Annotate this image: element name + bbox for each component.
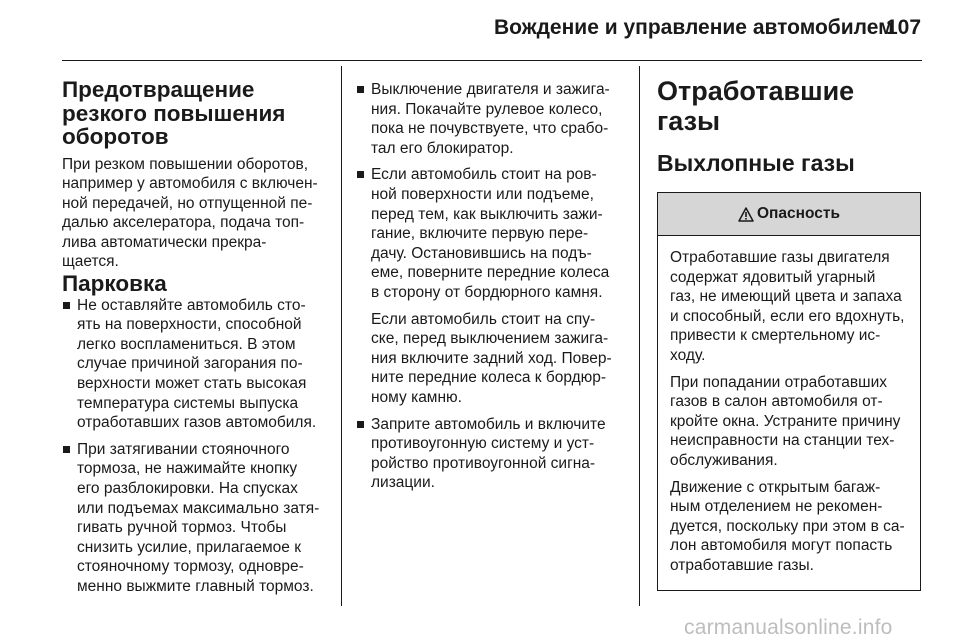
bullet-text: Если автомобиль стоит на ров- ной поверхности или подъеме, перед тем, как выключить зажи- гание, включите первую пере- дачу. Остановившись на подъ- еме, поверните передние колеса в сторону от бордюрного камня. (371, 166, 610, 301)
column-divider-2 (639, 66, 640, 606)
watermark: carmanualsonline.info (684, 616, 893, 639)
page-number: 107 (886, 16, 922, 39)
warning-paragraph: При попадании отработавших газов в салон автомобиля от- кройте окна. Устраните причину неисправности на станции тех- обслуживания. (670, 373, 901, 469)
list-item (356, 165, 628, 407)
list-item (356, 80, 628, 158)
list-item (62, 296, 332, 433)
section-text-rev-prevention: При резком повышении оборотов, например у автомобиля с включен- ной передачей, но отпущенной пе- далью акселератора, подача топ- лива автоматически прекра- щается. (62, 155, 318, 271)
list-item (356, 415, 628, 493)
bullet-text: Заприте автомобиль и включите противоугонную систему и уст- ройство противоугонной сигна- лизации. (371, 415, 606, 492)
section-title-exhaust: Отработавшие газы (657, 76, 855, 136)
section-title-rev-prevention: Предотвращение резкого повышения оборотов (62, 77, 286, 149)
parking-bullet-list-continued (356, 80, 628, 493)
page-header-title: Вождение и управление автомобилем (494, 16, 894, 39)
danger-warning-box (657, 192, 921, 591)
column-left (62, 78, 332, 603)
subsection-title-exhaust-gases: Выхлопные газы (657, 150, 855, 176)
warning-triangle-icon (738, 207, 754, 222)
bullet-text-continued: Если автомобиль стоит на спу- ске, перед выключением зажига- ния включите задний ход. Повер- ните передние колеса к бордюр- ному камню. (371, 310, 612, 406)
parking-bullet-list (62, 296, 332, 597)
warning-paragraph: Движение с открытым багаж- ным отделением не рекомен- дуется, поскольку при этом в са- лон автомобиля могут попасть отработавшие газы. (670, 478, 905, 574)
column-divider-1 (341, 66, 342, 606)
column-middle (356, 80, 628, 500)
warning-label: Опасность (756, 205, 841, 222)
warning-paragraph: Отработавшие газы двигателя содержат ядовитый угарный газ, не имеющий цвета и запаха и способный, если его вдохнуть, привести к смертельному ис- ходу. (670, 249, 905, 364)
header-divider (62, 60, 922, 61)
warning-header (658, 193, 920, 236)
column-right (657, 78, 922, 591)
bullet-text: При затягивании стояночного тормоза, не нажимайте кнопку его разблокировки. На спусках или подъемах максимально затя- гивать ручной тормоз. Чтобы снизить усилие, прилагаемое к стояночному тормозу, одновре- менно выжмите главный тормоз. (77, 440, 320, 595)
warning-body (658, 236, 920, 590)
section-title-parking: Парковка (62, 271, 167, 297)
bullet-text: Выключение двигателя и зажига- ния. Покачайте рулевое колесо, пока не почувствуете, что срабо- тал его блокиратор. (371, 81, 610, 157)
list-item (62, 440, 332, 597)
bullet-text: Не оставляйте автомобиль сто- ять на поверхности, способной легко воспламениться. В этом случае причиной загорания по- верхности может стать высокая температура системы выпуска отработавших газов автомобиля. (77, 296, 317, 432)
